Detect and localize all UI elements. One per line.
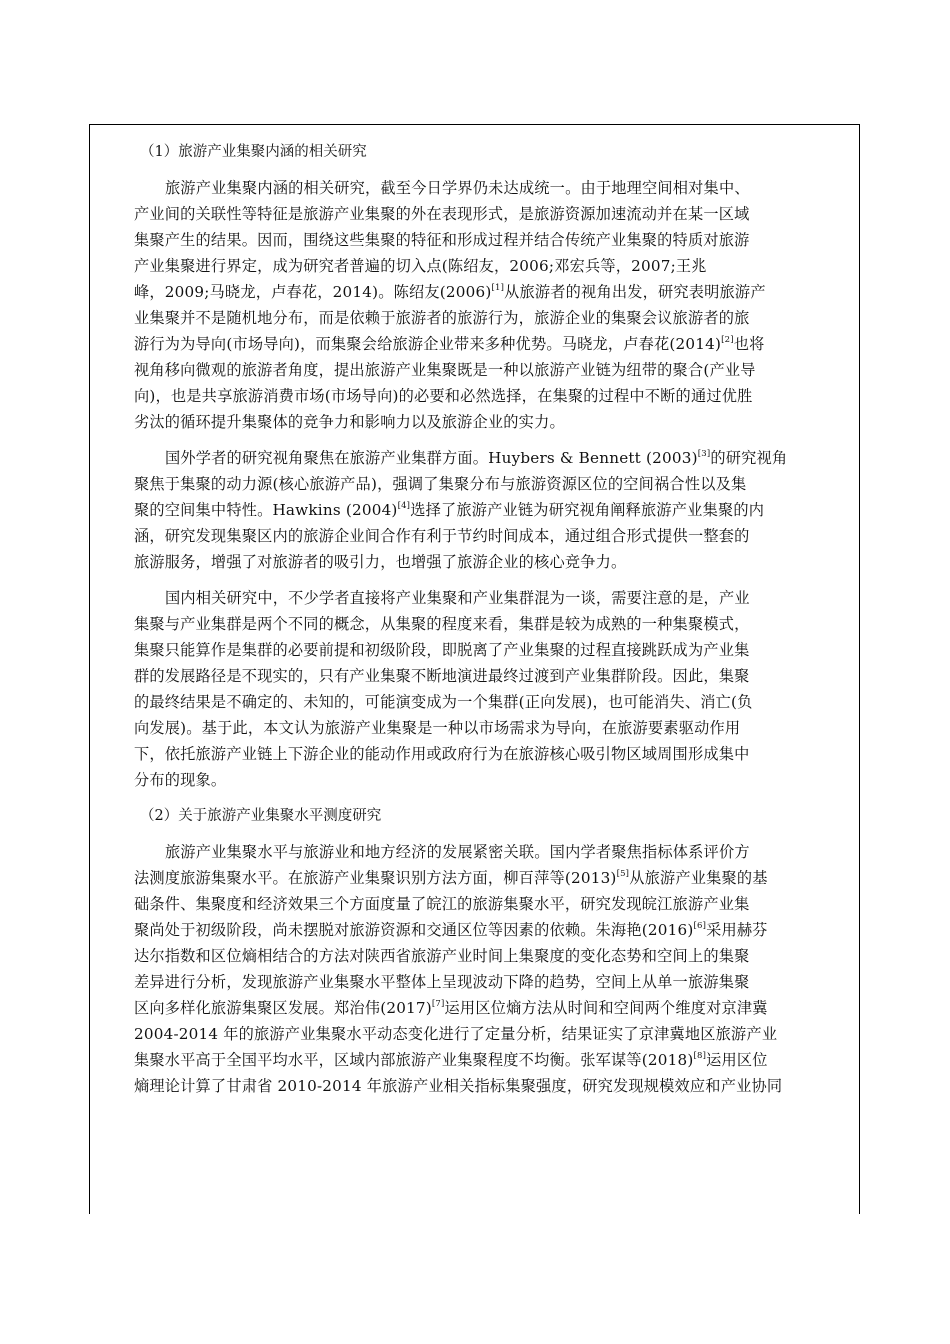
- text-line: [134, 497, 814, 523]
- text-line: 础条件、集聚度和经济效果三个方面度量了皖江的旅游集聚水平，研究发现皖江旅游产业集: [134, 895, 750, 913]
- text-line: [134, 445, 814, 471]
- section-heading-2: （2）关于旅游产业集聚水平测度研究: [140, 808, 382, 824]
- citation-marker: [7]: [431, 999, 445, 1009]
- text-line: 达尔指数和区位熵相结合的方法对陕西省旅游产业时间上集聚度的变化态势和空间上的集聚: [134, 947, 750, 965]
- text-run: 选择了旅游产业链为研究视角阐释旅游产业集聚的内: [410, 501, 765, 519]
- text-line: 产业集聚进行界定，成为研究者普遍的切入点(陈绍友，2006;邓宏兵等，2007;王兆: [134, 257, 707, 275]
- text-line: 的最终结果是不确定的、未知的，可能演变成为一个集群(正向发展)，也可能消失、消亡(负: [134, 693, 753, 711]
- text-line: [134, 279, 814, 305]
- text-line: 下，依托旅游产业链上下游企业的能动作用或政府行为在旅游核心吸引物区域周围形成集中: [134, 745, 750, 763]
- text-line: 向)，也是共享旅游消费市场(市场导向)的必要和必然选择，在集聚的过程中不断的通过优胜: [134, 387, 753, 405]
- text-line: [134, 331, 814, 357]
- text-line: 旅游服务，增强了对旅游者的吸引力，也增强了旅游企业的核心竞争力。: [134, 553, 627, 571]
- text-run: 法测度旅游集聚水平。在旅游产业集聚识别方法方面，柳百萍等(2013): [134, 869, 617, 887]
- text-line: 集聚只能算作是集群的必要前提和初级阶段，即脱离了产业集聚的过程直接跳跃成为产业集: [134, 641, 750, 659]
- text-line: [134, 865, 814, 891]
- citation-marker: [5]: [616, 869, 630, 879]
- text-run: 区向多样化旅游集聚区发展。郑治伟(2017): [134, 999, 432, 1017]
- citation-marker: [2]: [721, 335, 734, 345]
- citation-marker: [8]: [693, 1051, 707, 1061]
- text-line: 业集聚并不是随机地分布，而是依赖于旅游者的旅游行为，旅游企业的集聚会议旅游者的旅: [134, 309, 750, 327]
- text-line: 集聚产生的结果。因而，围绕这些集聚的特征和形成过程并结合传统产业集聚的特质对旅游: [134, 231, 750, 249]
- paragraph-1: [134, 175, 814, 435]
- document-body: [134, 139, 814, 1109]
- text-run: 游行为为导向(市场导向)，而集聚会给旅游企业带来多种优势。马晓龙，卢春花(2014): [134, 335, 722, 353]
- citation-marker: [4]: [397, 501, 411, 511]
- text-line: 视角移向微观的旅游者角度，提出旅游产业集聚既是一种以旅游产业链为纽带的聚合(产业导: [134, 361, 756, 379]
- text-line: 熵理论计算了甘肃省 2010-2014 年旅游产业相关指标集聚强度，研究发现规模效应和产业协同: [134, 1077, 783, 1095]
- text-line: [134, 917, 814, 943]
- text-line: 差异进行分析，发现旅游产业集聚水平整体上呈现波动下降的趋势，空间上从单一旅游集聚: [134, 973, 750, 991]
- text-run: 集聚水平高于全国平均水平，区域内部旅游产业集聚程度不均衡。张军谋等(2018): [134, 1051, 694, 1069]
- text-line: 旅游产业集聚水平与旅游业和地方经济的发展紧密关联。国内学者聚焦指标体系评价方: [165, 843, 750, 861]
- text-line: 旅游产业集聚内涵的相关研究，截至今日学界仍未达成统一。由于地理空间相对集中、: [165, 179, 750, 197]
- text-run: 聚尚处于初级阶段，尚未摆脱对旅游资源和交通区位等因素的依赖。朱海艳(2016): [134, 921, 694, 939]
- text-line: 国内相关研究中，不少学者直接将产业集聚和产业集群混为一谈，需要注意的是，产业: [165, 589, 750, 607]
- text-line: 劣汰的循环提升集聚体的竞争力和影响力以及旅游企业的实力。: [134, 413, 565, 431]
- text-line: 分布的现象。: [134, 771, 227, 789]
- text-run: 采用赫芬: [706, 921, 768, 939]
- text-run: 国外学者的研究视角聚焦在旅游产业集群方面。Huybers & Bennett (2003): [165, 449, 698, 467]
- document-frame: [89, 124, 860, 1214]
- text-run: 运用区位: [706, 1051, 768, 1069]
- citation-marker: [6]: [693, 921, 707, 931]
- text-line: [134, 995, 814, 1021]
- text-run: 聚的空间集中特性。Hawkins (2004): [134, 501, 398, 519]
- text-run: 的研究视角: [710, 449, 788, 467]
- citation-marker: [1]: [491, 283, 505, 293]
- section-heading-1: （1）旅游产业集聚内涵的相关研究: [140, 144, 367, 160]
- text-run: 从旅游产业集聚的基: [629, 869, 768, 887]
- citation-marker: [3]: [697, 449, 711, 459]
- text-line: 产业间的关联性等特征是旅游产业集聚的外在表现形式，是旅游资源加速流动并在某一区域: [134, 205, 750, 223]
- paragraph-3: [134, 585, 814, 793]
- text-line: 2004-2014 年的旅游产业集聚水平动态变化进行了定量分析，结果证实了京津冀地区旅游产业: [134, 1025, 778, 1043]
- text-line: [134, 1047, 814, 1073]
- text-line: 集聚与产业集群是两个不同的概念，从集聚的程度来看，集群是较为成熟的一种集聚模式，: [134, 615, 750, 633]
- text-line: 向发展)。基于此，本文认为旅游产业集聚是一种以市场需求为导向，在旅游要素驱动作用: [134, 719, 741, 737]
- text-run: 也将: [733, 335, 765, 353]
- paragraph-2: [134, 445, 814, 575]
- text-line: 涵，研究发现集聚区内的旅游企业间合作有利于节约时间成本，通过组合形式提供一整套的: [134, 527, 750, 545]
- text-line: 群的发展路径是不现实的，只有产业集聚不断地演进最终过渡到产业集群阶段。因此，集聚: [134, 667, 750, 685]
- text-run: 峰，2009;马晓龙，卢春花，2014)。陈绍友(2006): [134, 283, 492, 301]
- paragraph-4: [134, 839, 814, 1099]
- text-run: 运用区位熵方法从时间和空间两个维度对京津冀: [444, 999, 768, 1017]
- text-run: 从旅游者的视角出发，研究表明旅游产: [504, 283, 766, 301]
- text-line: 聚焦于集聚的动力源(核心旅游产品)，强调了集聚分布与旅游资源区位的空间祸合性以及集: [134, 475, 747, 493]
